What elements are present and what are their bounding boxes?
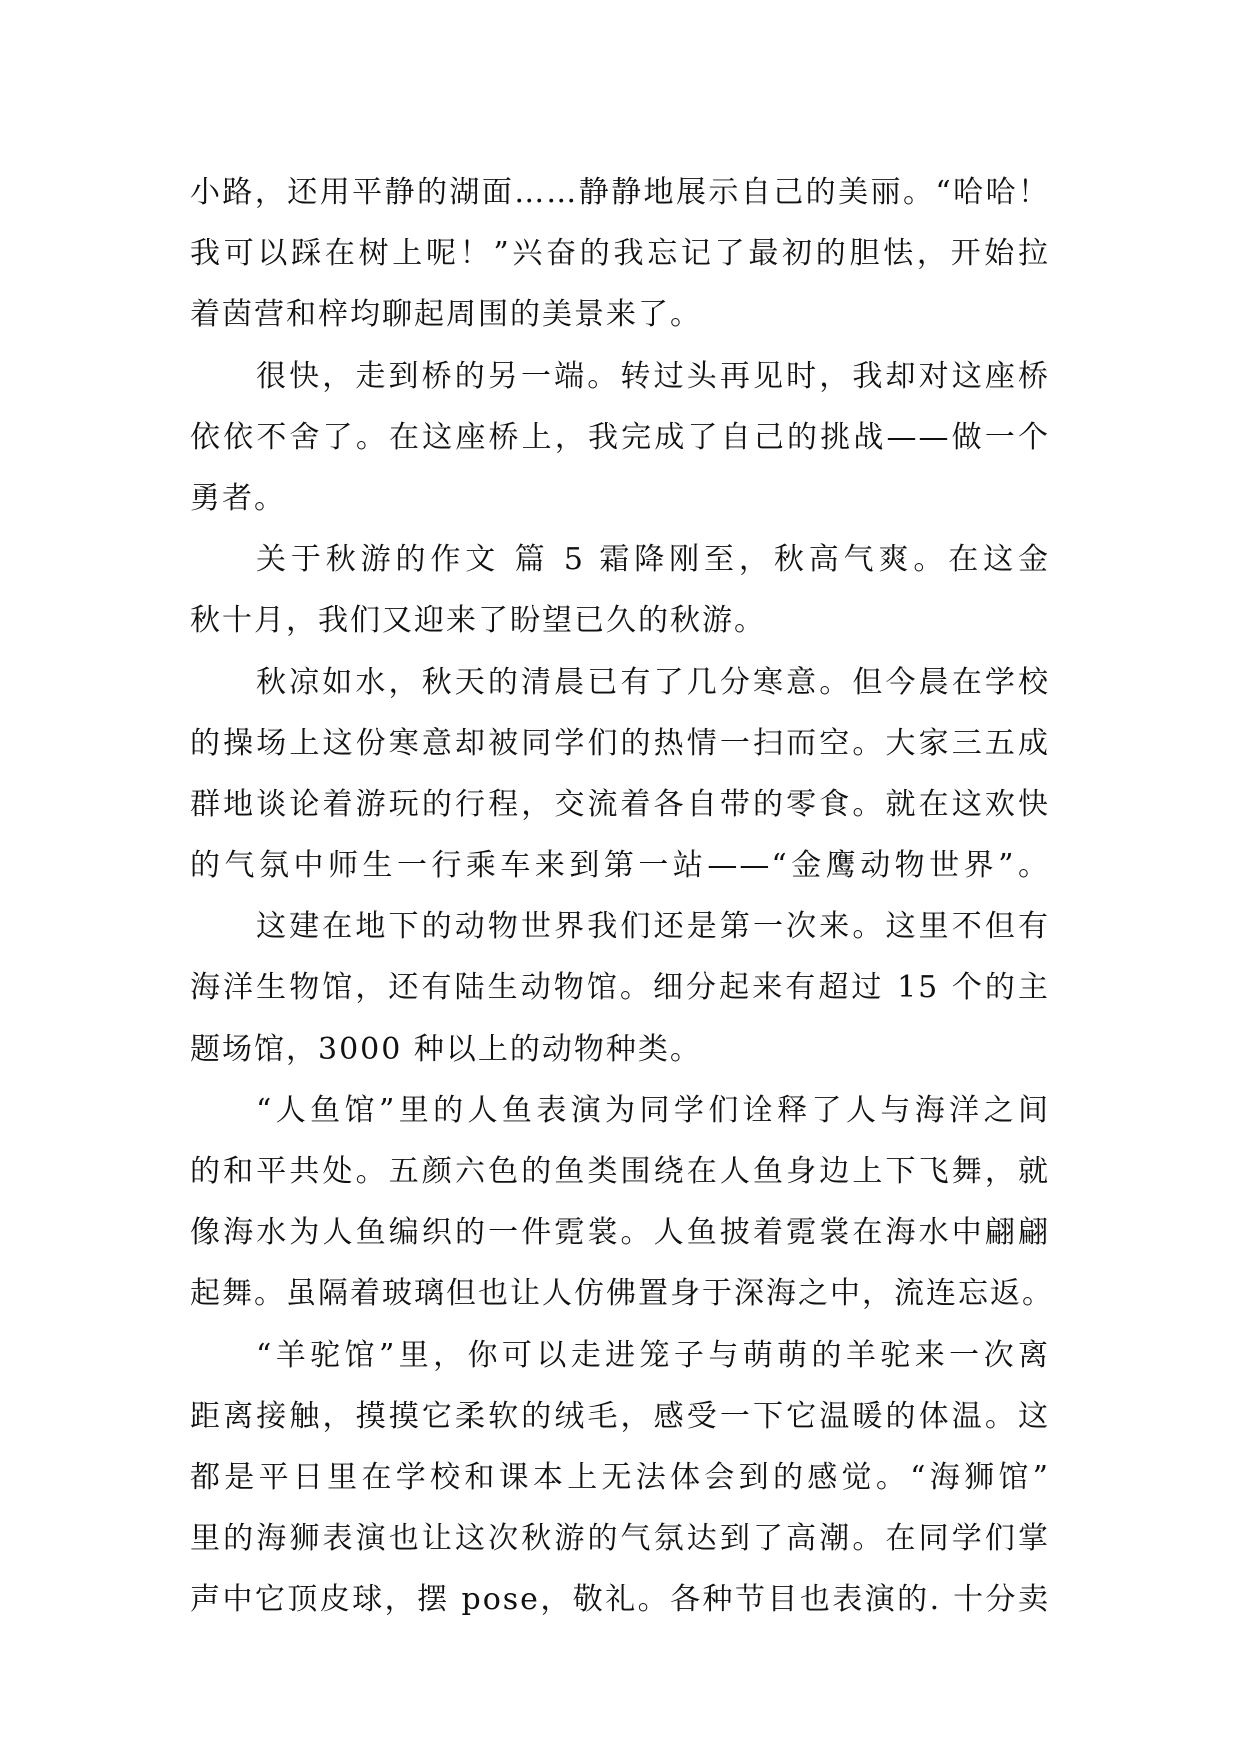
text-line: 声中它顶皮球，摆 pose，敬礼。各种节目也表演的. 十分卖 [190,1582,1050,1618]
paragraph-first-line: 这建在地下的动物世界我们还是第一次来。这里不但有 [256,909,1050,945]
text-line: 距离接触，摸摸它柔软的绒毛，感受一下它温暖的体温。这 [190,1398,1050,1434]
section-heading-line: 关于秋游的作文 篇 5 霜降刚至，秋高气爽。在这金 [256,542,1050,578]
text-line: 的和平共处。五颜六色的鱼类围绕在人鱼身边上下飞舞，就 [190,1154,1050,1189]
paragraph-first-line: 秋凉如水，秋天的清晨已有了几分寒意。但今晨在学校 [256,664,1050,700]
text-line: 勇者。 [190,480,286,516]
text-line: 里的海狮表演也让这次秋游的气氛达到了高潮。在同学们掌 [190,1521,1050,1557]
text-line: 着茵营和梓均聊起周围的美景来了。 [190,297,702,333]
paragraph-first-line: “羊驼馆”里，你可以走进笼子与萌萌的羊驼来一次离 [256,1337,1050,1373]
text-line: 题场馆，3000 种以上的动物种类。 [190,1031,702,1067]
text-line: 群地谈论着游玩的行程，交流着各自带的零食。就在这欢快 [190,786,1050,822]
text-line: 海洋生物馆，还有陆生动物馆。细分起来有超过 15 个的主 [190,970,1050,1006]
text-line: 依依不舍了。在这座桥上，我完成了自己的挑战——做一个 [190,419,1050,455]
text-line: 像海水为人鱼编织的一件霓裳。人鱼披着霓裳在海水中翩翩 [190,1215,1050,1251]
text-line: 我可以踩在树上呢！”兴奋的我忘记了最初的胆怯，开始拉 [190,236,1050,272]
text-line: 小路，还用平静的湖面……静静地展示自己的美丽。“哈哈！ [190,175,1050,210]
text-line: 起舞。虽隔着玻璃但也让人仿佛置身于深海之中，流连忘返。 [190,1276,1054,1312]
paragraph-first-line: “人鱼馆”里的人鱼表演为同学们诠释了人与海洋之间 [256,1092,1050,1128]
essay-text [190,162,1054,1631]
text-line: 秋十月，我们又迎来了盼望已久的秋游。 [190,603,766,639]
text-line: 都是平日里在学校和课本上无法体会到的感觉。“海狮馆” [190,1459,1050,1495]
text-line: 的操场上这份寒意却被同学们的热情一扫而空。大家三五成 [190,725,1050,761]
text-line: 的气氛中师生一行乘车来到第一站——“金鹰动物世界”。 [190,848,1050,884]
paragraph-first-line: 很快，走到桥的另一端。转过头再见时，我却对这座桥 [256,358,1050,394]
